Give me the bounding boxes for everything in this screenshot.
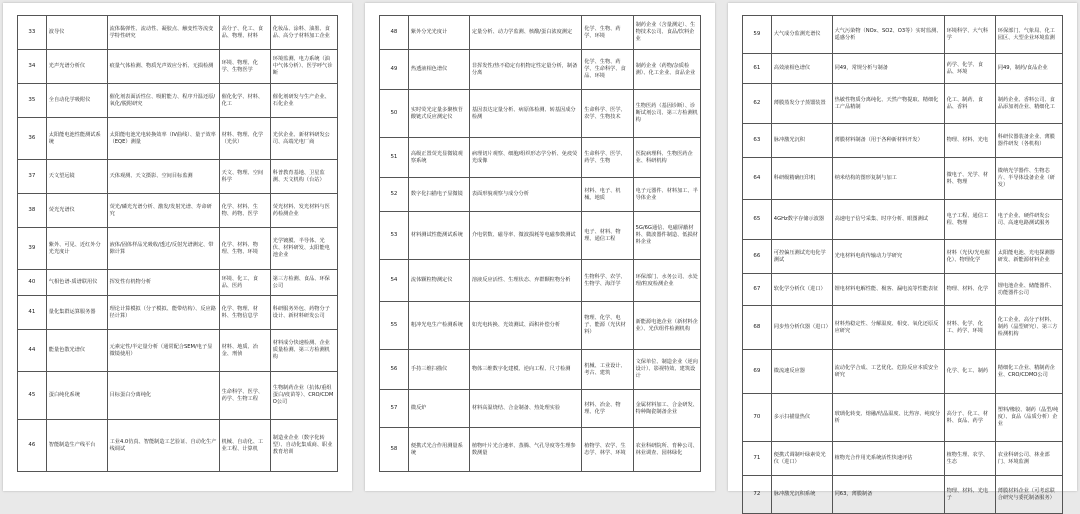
- row-number-cell: 66: [743, 240, 772, 274]
- application-field-cell: 化学、物理、材料、生物信息学: [219, 296, 270, 330]
- application-field-cell: 材料、物理、化学（光伏）: [219, 118, 270, 160]
- table-row: [380, 428, 701, 472]
- instrument-name-cell: 软化学分析仪（进口）: [771, 274, 832, 306]
- target-users-cell: 环保部门、水务公司、水处理/粒度检测企业: [633, 260, 700, 302]
- document-page-2: [365, 3, 715, 491]
- instrument-function-cell: 工业4.0仿真、智能制造工艺验证、自动化生产线调试: [107, 420, 219, 472]
- table-row: [743, 158, 1063, 200]
- row-number-cell: 55: [380, 302, 409, 350]
- row-number-cell: 56: [380, 350, 409, 390]
- table-row: [380, 212, 701, 260]
- application-field-cell: 环境科学、大气科学: [944, 16, 995, 54]
- application-field-cell: 机械、自动化、工业工程、计算机: [219, 420, 270, 472]
- instrument-name-cell: 粗冲光电生产检测系统: [408, 302, 469, 350]
- instrument-function-cell: 材料高温烧结、合金制备、热处理实验: [469, 390, 581, 428]
- target-users-cell: 农业科研公司、林业部门、环境监测: [995, 442, 1062, 476]
- instrument-name-cell: 高级正置荧光显微镜观察系统: [408, 138, 469, 178]
- target-users-cell: 环保部门、气象局、化工园区、大型企业环境监测: [995, 16, 1062, 54]
- target-users-cell: 电子元器件、材料加工、半导体企业: [633, 178, 700, 212]
- instrument-name-cell: 材料测试性能测试系统: [408, 212, 469, 260]
- application-field-cell: 电子、材料、物理、通信工程: [582, 212, 633, 260]
- instrument-name-cell: 量化集群运算服务器: [46, 296, 107, 330]
- application-field-cell: 化工、制药、食品、香料: [944, 84, 995, 124]
- document-page-3: [728, 3, 1077, 501]
- application-field-cell: 微电子、光学、材料、物理: [944, 158, 995, 200]
- instrument-name-cell: 数字化扫描电子显微镜: [408, 178, 469, 212]
- application-field-cell: 材料、冶金、物理、化学: [582, 390, 633, 428]
- instrument-name-cell: 4GHz数字存储示波器: [771, 200, 832, 240]
- instrument-function-cell: 溶液反应活性、生理状态、弃群颗粒物分析: [469, 260, 581, 302]
- target-users-cell: 锂电池企业、储能器件、功能器件公司: [995, 274, 1062, 306]
- table-row: [18, 194, 338, 228]
- instrument-name-cell: 手持三维扫描仪: [408, 350, 469, 390]
- instrument-function-cell: 如光电转换、光效测试、面积补偿分析: [469, 302, 581, 350]
- application-field-cell: 材料、电子、机械、地质: [582, 178, 633, 212]
- instrument-name-cell: 可控偏压测试光电化学测试: [771, 240, 832, 274]
- application-field-cell: 环境、物理、化学、生物医学: [219, 50, 270, 84]
- target-users-cell: 塑料/橡胶、制药（晶型/纯度）、食品（品质分析）企业: [995, 394, 1062, 442]
- instrument-function-cell: 物体三维数字化建模、逆向工程、尺寸检测: [469, 350, 581, 390]
- application-field-cell: 催化化学、材料、化工: [219, 84, 270, 118]
- target-users-cell: 化妆品、涂料、油墨、食品、高分子材料加工企业: [270, 16, 337, 50]
- target-users-cell: 薄膜材料企业（可考虑联合研究与委托制备服务）: [995, 476, 1062, 514]
- instrument-table: [379, 15, 701, 472]
- instrument-function-cell: 太阳能电池光电转换效率（IV曲线）、量子效率（EQE）测量: [107, 118, 219, 160]
- instrument-name-cell: 科研级精确压印机: [771, 158, 832, 200]
- table-row: [380, 50, 701, 90]
- target-users-cell: 生物制药企业（抗体/重组蛋白/疫苗等）、CRO/CDMO公司: [270, 372, 337, 420]
- application-field-cell: 化学、化工、制药: [944, 350, 995, 394]
- table-row: [743, 306, 1063, 350]
- table-row: [18, 160, 338, 194]
- instrument-function-cell: 流动化学合成、工艺优化、危险反应本质安全研究: [832, 350, 944, 394]
- instrument-function-cell: 理论计算模拟（分子模拟、能带结构）、反应路径计算）: [107, 296, 219, 330]
- application-field-cell: 物理、材料、化学: [944, 274, 995, 306]
- instrument-function-cell: 病理切片观察、细胞/组织形态学分析、免疫荧光成像: [469, 138, 581, 178]
- row-number-cell: 41: [18, 296, 47, 330]
- target-users-cell: 制药企业（含量测定）、生物技术公司、食品/饮料企业: [633, 16, 700, 50]
- application-field-cell: 化学、材料、物理、生物、环境: [219, 228, 270, 270]
- target-users-cell: 电子企业、硬件研发公司、高速电路测试服务: [995, 200, 1062, 240]
- table-row: [18, 50, 338, 84]
- row-number-cell: 54: [380, 260, 409, 302]
- target-users-cell: 生物医药（基因诊断）、诊断试剂公司、第三方检测机构: [633, 90, 700, 138]
- row-number-cell: 63: [743, 124, 772, 158]
- instrument-function-cell: 材料热稳定性、分解温度、相变、氧化还原反应研究: [832, 306, 944, 350]
- instrument-function-cell: 挥发性有机物分析: [107, 270, 219, 296]
- instrument-name-cell: 脉冲激光沉积系统: [771, 476, 832, 514]
- instrument-name-cell: 热透液相色谱仪: [408, 50, 469, 90]
- target-users-cell: 精细化工企业、精制药企业、CRO/CDMO公司: [995, 350, 1062, 394]
- application-field-cell: 材料、地质、冶金、刑侦: [219, 330, 270, 372]
- target-users-cell: 环境监测、电力系统（油中气体分析）、医学呼气诊断: [270, 50, 337, 84]
- row-number-cell: 57: [380, 390, 409, 428]
- instrument-name-cell: 实时荧光定量多聚核苷酸链式反应测定仪: [408, 90, 469, 138]
- instrument-name-cell: 微流速反应器: [771, 350, 832, 394]
- table-row: [18, 372, 338, 420]
- instrument-function-cell: 目标蛋白分离纯化: [107, 372, 219, 420]
- instrument-name-cell: 天文望远镜: [46, 160, 107, 194]
- application-field-cell: 化学、生物、药学、环境: [582, 16, 633, 50]
- table-row: [380, 90, 701, 138]
- row-number-cell: 65: [743, 200, 772, 240]
- row-number-cell: 52: [380, 178, 409, 212]
- instrument-name-cell: 大气成分监测光谱仪: [771, 16, 832, 54]
- target-users-cell: 同49，制药/食品企业: [995, 54, 1062, 84]
- instrument-name-cell: 紫外分光光度计: [408, 16, 469, 50]
- target-users-cell: 科研服务外包、药物分子设计、新材料研发公司: [270, 296, 337, 330]
- target-users-cell: 光学镀膜、半导体、光伏、材料研发、太阳能电池企业: [270, 228, 337, 270]
- target-users-cell: 制药企业、香料公司、食品添加剂企业、精细化工: [995, 84, 1062, 124]
- application-field-cell: 生命科学、医学、农学、生物技术: [582, 90, 633, 138]
- row-number-cell: 37: [18, 160, 47, 194]
- row-number-cell: 53: [380, 212, 409, 260]
- instrument-name-cell: 薄膜蒸发分子蒸馏装置: [771, 84, 832, 124]
- instrument-function-cell: 同63，薄膜制备: [832, 476, 944, 514]
- application-field-cell: 药学、化学、食品、环境: [944, 54, 995, 84]
- row-number-cell: 34: [18, 50, 47, 84]
- table-row: [743, 124, 1063, 158]
- application-field-cell: 机械、工业设计、考古、建筑: [582, 350, 633, 390]
- instrument-function-cell: 液体/固体样品光吸收/透过/反射光谱测定、带隙计算: [107, 228, 219, 270]
- application-field-cell: 生物科学、农学、生物学、海洋学: [582, 260, 633, 302]
- table-row: [743, 16, 1063, 54]
- instrument-table: [742, 15, 1063, 514]
- document-page-1: [3, 3, 352, 491]
- table-row: [18, 84, 338, 118]
- application-field-cell: 物理、材料、光电子: [944, 476, 995, 514]
- row-number-cell: 45: [18, 372, 47, 420]
- table-row: [380, 350, 701, 390]
- row-number-cell: 36: [18, 118, 47, 160]
- instrument-function-cell: 植物光合作用光系统活性快速评估: [832, 442, 944, 476]
- instrument-name-cell: 智能制造生产线平台: [46, 420, 107, 472]
- target-users-cell: 制造业企业（数字化转型）、自动化集成商、职业教育培训: [270, 420, 337, 472]
- target-users-cell: 材料成分快速检测、企业质量检测、第三方检测机构: [270, 330, 337, 372]
- application-field-cell: 化学、生物、药学、生命科学、食品、环境: [582, 50, 633, 90]
- row-number-cell: 61: [743, 54, 772, 84]
- application-field-cell: 高分子、化工、材料、食品、药学: [944, 394, 995, 442]
- table-row: [380, 390, 701, 428]
- target-users-cell: 微纳光学器件、生物芯片、半导体设备企业（研发）: [995, 158, 1062, 200]
- instrument-function-cell: 光电材料电荷传输动力学研究: [832, 240, 944, 274]
- instrument-name-cell: 脉冲激光沉积: [771, 124, 832, 158]
- table-row: [743, 84, 1063, 124]
- target-users-cell: 科普教育基地、卫星监测、天文机构（台站）: [270, 160, 337, 194]
- table-row: [380, 178, 701, 212]
- row-number-cell: 33: [18, 16, 47, 50]
- instrument-function-cell: 荧光/磷光光谱分析、激发/发射光谱、寿命研究: [107, 194, 219, 228]
- target-users-cell: 金属材料加工、合金研发、特种陶瓷制备企业: [633, 390, 700, 428]
- row-number-cell: 72: [743, 476, 772, 514]
- target-users-cell: 第三方检测、食品、环保公司: [270, 270, 337, 296]
- table-row: [18, 118, 338, 160]
- instrument-function-cell: 基因表达定量分析、病原体检测、转基因成分检测: [469, 90, 581, 138]
- table-row: [380, 138, 701, 178]
- table-row: [18, 228, 338, 270]
- instrument-name-cell: 能量色散光谱仪: [46, 330, 107, 372]
- row-number-cell: 40: [18, 270, 47, 296]
- row-number-cell: 51: [380, 138, 409, 178]
- application-field-cell: 材料、化学、化工、药学、环境: [944, 306, 995, 350]
- row-number-cell: 58: [380, 428, 409, 472]
- table-row: [743, 240, 1063, 274]
- table-row: [18, 330, 338, 372]
- instrument-name-cell: 波导仪: [46, 16, 107, 50]
- instrument-function-cell: 锂电材料电解性能、极客、漏电流等性能表征: [832, 274, 944, 306]
- application-field-cell: 电子工程、通信工程、物理: [944, 200, 995, 240]
- target-users-cell: 光伏企业、新材料研发公司、高端光电厂商: [270, 118, 337, 160]
- instrument-function-cell: 定量分析、动力学监测、核酸/蛋白浓度测定: [469, 16, 581, 50]
- row-number-cell: 67: [743, 274, 772, 306]
- row-number-cell: 64: [743, 158, 772, 200]
- application-field-cell: 物理、化学、电子、能源（光伏材料）: [582, 302, 633, 350]
- application-field-cell: 植物生理、农学、生态: [944, 442, 995, 476]
- row-number-cell: 38: [18, 194, 47, 228]
- target-users-cell: 太阳能电池、光电探测器研发、新能源材料企业: [995, 240, 1062, 274]
- instrument-name-cell: 微反炉: [408, 390, 469, 428]
- instrument-name-cell: 荧光光谱仪: [46, 194, 107, 228]
- instrument-function-cell: 流体黏弹性、流动性、凝胶点、触变性等流变学特性研究: [107, 16, 219, 50]
- row-number-cell: 68: [743, 306, 772, 350]
- instrument-function-cell: 天体观测、天文摄影、空间目标监测: [107, 160, 219, 194]
- instrument-function-cell: 元素定性/半定量分析（通常配合SEM/电子显微镜使用）: [107, 330, 219, 372]
- instrument-name-cell: 便携式光合作用测量系统: [408, 428, 469, 472]
- instrument-function-cell: 热敏性物质分离纯化、天然产物提取、精细化工产品精制: [832, 84, 944, 124]
- table-row: [743, 394, 1063, 442]
- table-row: [18, 270, 338, 296]
- instrument-name-cell: 紫外、可见、近红外分光光度计: [46, 228, 107, 270]
- table-row: [743, 476, 1063, 514]
- application-field-cell: 生命科学、医学、药学、生物工程: [219, 372, 270, 420]
- row-number-cell: 62: [743, 84, 772, 124]
- instrument-name-cell: 多示扫描量热仪: [771, 394, 832, 442]
- row-number-cell: 59: [743, 16, 772, 54]
- application-field-cell: 高分子、化工、食品、物理、材料: [219, 16, 270, 50]
- target-users-cell: 文保单位、制造企业（逆向设计）、影视特效、建筑设计: [633, 350, 700, 390]
- row-number-cell: 50: [380, 90, 409, 138]
- row-number-cell: 70: [743, 394, 772, 442]
- row-number-cell: 35: [18, 84, 47, 118]
- row-number-cell: 48: [380, 16, 409, 50]
- target-users-cell: 催化剂研发与生产企业、石化企业: [270, 84, 337, 118]
- target-users-cell: 化工企业、高分子材料、制药（晶型研究）、第三方检测机构: [995, 306, 1062, 350]
- instrument-name-cell: 同步热分析仪器（进口）: [771, 306, 832, 350]
- instrument-name-cell: 流体颗粒物测定仪: [408, 260, 469, 302]
- application-field-cell: 化学、材料、生物、药物、医学: [219, 194, 270, 228]
- instrument-name-cell: 太阳能电池性能测试系统: [46, 118, 107, 160]
- row-number-cell: 69: [743, 350, 772, 394]
- instrument-function-cell: 薄膜材料制备（用于各种新材料开发）: [832, 124, 944, 158]
- row-number-cell: 39: [18, 228, 47, 270]
- table-row: [743, 200, 1063, 240]
- application-field-cell: 植物学、农学、生态学、林学、环境: [582, 428, 633, 472]
- instrument-function-cell: 非挥发性/热不稳定有机物定性定量分析，制备分离: [469, 50, 581, 90]
- table-row: [18, 420, 338, 472]
- instrument-function-cell: 痕量气体检测、物质光声效应分析、无损检测: [107, 50, 219, 84]
- target-users-cell: 荧光材料、发光材料与医药检测企业: [270, 194, 337, 228]
- instrument-name-cell: 高效液相色谱仪: [771, 54, 832, 84]
- instrument-function-cell: 催化剂表面活性位、吸附能力、程序升温还原/氧化/脱附研究: [107, 84, 219, 118]
- row-number-cell: 49: [380, 50, 409, 90]
- instrument-name-cell: 光声光谱分析仪: [46, 50, 107, 84]
- row-number-cell: 44: [18, 330, 47, 372]
- target-users-cell: 农业科研院所、育种公司、林业调查、园林绿化: [633, 428, 700, 472]
- table-row: [18, 296, 338, 330]
- instrument-function-cell: 植物叶片光合速率、蒸腾、气孔导度等生理参数测量: [469, 428, 581, 472]
- table-row: [18, 16, 338, 50]
- target-users-cell: 科研仪器装备企业、薄膜器件研发（各机构）: [995, 124, 1062, 158]
- instrument-function-cell: 玻璃化转变、熔融/结晶温度、比热容、纯度分析: [832, 394, 944, 442]
- application-field-cell: 天文、物理、空间科学: [219, 160, 270, 194]
- application-field-cell: 环境、化工、食品、医药: [219, 270, 270, 296]
- instrument-function-cell: 高速电子信号采集、时序分析、眼图测试: [832, 200, 944, 240]
- instrument-function-cell: 同49，常规分析与制备: [832, 54, 944, 84]
- target-users-cell: 5G/6G通信、电磁屏蔽材料、微波器件制造、低损材料企业: [633, 212, 700, 260]
- application-field-cell: 材料（光伏/光电催化）、物理化学: [944, 240, 995, 274]
- row-number-cell: 46: [18, 420, 47, 472]
- table-row: [380, 260, 701, 302]
- instrument-name-cell: 气相色谱-质谱联用仪: [46, 270, 107, 296]
- instrument-function-cell: 表面形貌观察与成分分析: [469, 178, 581, 212]
- instrument-function-cell: 纳米结构的图形复制与加工: [832, 158, 944, 200]
- table-row: [743, 442, 1063, 476]
- table-row: [380, 302, 701, 350]
- application-field-cell: 物理、材料、光电: [944, 124, 995, 158]
- target-users-cell: 医院病理科、生物医药企业、科研机构: [633, 138, 700, 178]
- application-field-cell: 生命科学、医学、药学、生物: [582, 138, 633, 178]
- table-row: [743, 350, 1063, 394]
- table-row: [380, 16, 701, 50]
- target-users-cell: 制药企业（药物/杂质检测）、化工企业、食品企业: [633, 50, 700, 90]
- instrument-function-cell: 介电常数、磁导率、微波损耗等电磁参数测试: [469, 212, 581, 260]
- instrument-name-cell: 全自动化学吸附仪: [46, 84, 107, 118]
- table-row: [743, 274, 1063, 306]
- table-row: [743, 54, 1063, 84]
- instrument-table: [17, 15, 338, 472]
- instrument-name-cell: 蛋白纯化系统: [46, 372, 107, 420]
- instrument-name-cell: 便携式调制叶绿素荧光仪（进口）: [771, 442, 832, 476]
- target-users-cell: 新能源电池企业（新材料企业）、光伏组件检测机构: [633, 302, 700, 350]
- row-number-cell: 71: [743, 442, 772, 476]
- instrument-function-cell: 大气污染物（NOx、SO2、O3等）实时监测、遥感分析: [832, 16, 944, 54]
